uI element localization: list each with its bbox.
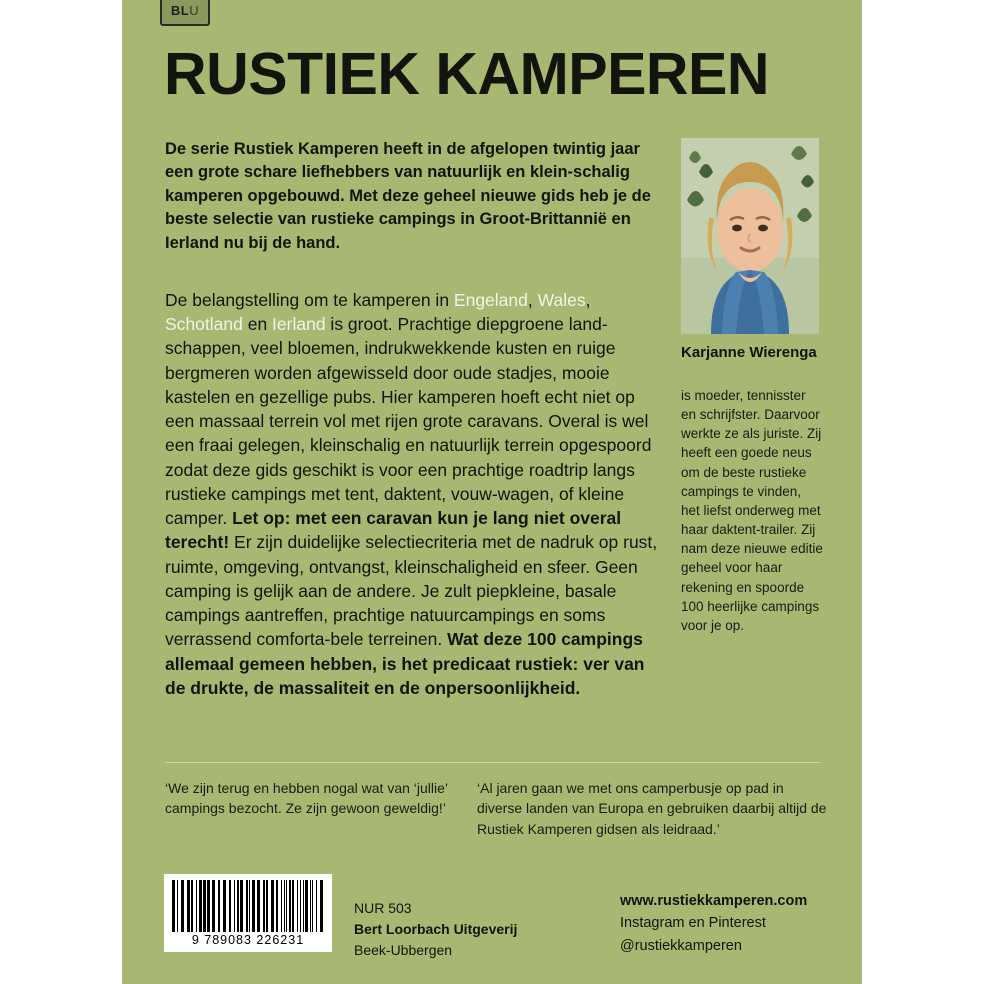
barcode-bars — [172, 880, 324, 932]
publisher-city: Beek-Ubbergen — [354, 942, 453, 958]
barcode — [164, 874, 332, 952]
author-name: Karjanne Wierenga — [681, 344, 817, 361]
page-title: RUSTIEK KAMPEREN — [164, 41, 769, 107]
quote-left: ‘We zijn terug en hebben nogal wat van ‘jullie’ campings bezocht. Ze zijn gewoon geweldig!’ — [165, 780, 448, 817]
book-back-cover — [122, 0, 862, 984]
publisher-info — [354, 898, 594, 961]
barcode-digits: 9 789083 226231 — [191, 933, 305, 947]
body-bold-caravan: Let op: met een caravan kun je lang niet overal terecht! — [165, 508, 622, 553]
body-bold-rustiek: Wat deze 100 campings allemaal gemeen hebben, is het predicaat rustiek: ver van de drukte, de massaliteit en de onpersoonlijkheid. — [165, 629, 645, 698]
publisher-logo-text: BLU — [170, 2, 200, 18]
country-ierland: Ierland — [272, 314, 326, 335]
divider — [165, 762, 820, 763]
author-portrait — [681, 138, 819, 334]
contact-info — [620, 890, 870, 957]
publisher-logo-chip — [160, 0, 210, 26]
sep3: en — [242, 314, 273, 335]
publisher-name: Bert Loorbach Uitgeverij — [354, 921, 518, 937]
nur-code: NUR 503 — [354, 900, 412, 916]
social-platforms: Instagram en Pinterest — [620, 915, 766, 932]
body-p1e: is groot. Prachtige diepgroene land-schappen, veel bloemen, indrukwekkende kusten en ruige bergmeren worden afgewisseld door oude stadjes, mooie kastelen en gezellige pubs. Hier kamperen hoeft echt niet op een massaal terrein vol met rijen grote caravans. Overal is wel een fraai gelegen, kleinschalig en natuurlijk terrein opgespoord zodat deze gids geschikt is voor een prachtige roadtrip langs rustieke campings met tent, daktent, vouw-wagen, of kleine camper. — [165, 314, 652, 529]
website-link[interactable]: www.rustiekkamperen.com — [620, 893, 808, 909]
social-handle[interactable]: @rustiekkamperen — [620, 937, 742, 954]
author-bio: is moeder, tennisster en schrijfster. Daarvoor werkte ze als juriste. Zij heeft een goede neus om de beste rustieke campings te vinden, het liefst onderweg met haar daktent-trailer. Zij nam deze nieuwe editie geheel voor haar rekening en spoorde 100 heerlijke campings voor je op. — [681, 388, 823, 633]
body-p2: Er zijn duidelijke selectiecriteria met de nadruk op rust, ruimte, omgeving, ontvangst, kleinschaligheid en sfeer. Geen camping is gelijk aan de andere. Je zult piepkleine, basale campings aantreffen, prachtige natuurcampings en soms verrassend comforta-bele terreinen. — [165, 532, 658, 650]
country-engeland: Engeland — [453, 290, 528, 310]
country-schotland: Schotland — [165, 314, 243, 335]
quote-right: ‘Al jaren gaan we met ons camperbusje op pad in diverse landen van Europa en gebruiken daarbij altijd de Rustiek Kamperen gidsen als leidraad.’ — [477, 780, 827, 837]
intro-paragraph: De serie Rustiek Kamperen heeft in de afgelopen twintig jaar een grote schare liefhebbers van natuurlijk en klein-schalig kamperen opgebouwd. Met deze geheel nieuwe gids heb je de beste selectie van rustieke campings in Groot-Brittannië en Ierland nu bij de hand. — [165, 140, 651, 252]
body-p1a: De belangstelling om te kamperen in — [165, 290, 454, 310]
sep1: , — [527, 290, 538, 310]
sep2: , — [585, 290, 591, 310]
body-copy — [165, 288, 665, 700]
country-wales: Wales — [537, 290, 586, 310]
